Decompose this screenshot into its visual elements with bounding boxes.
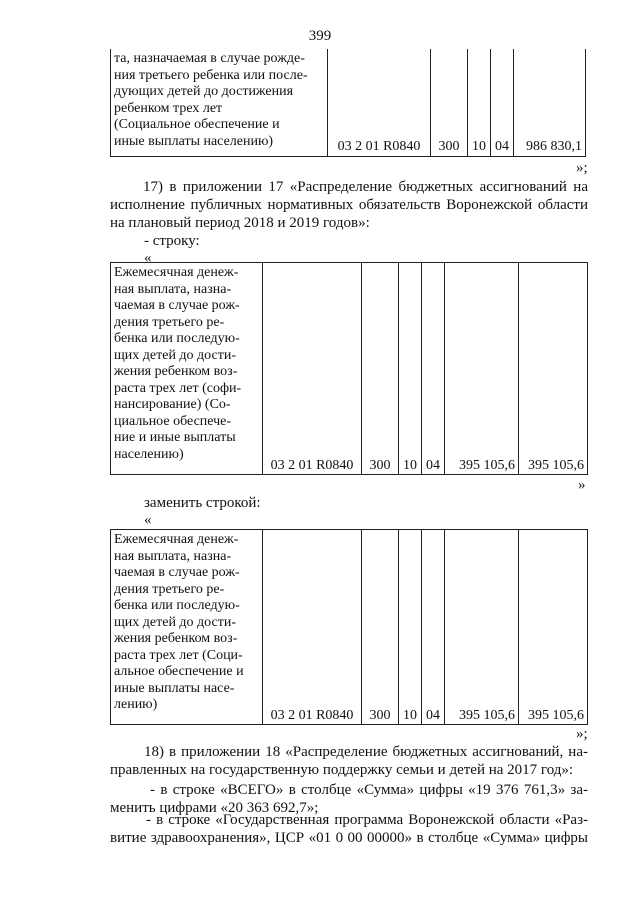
paragraph-17	[110, 178, 588, 232]
table-row	[111, 530, 588, 725]
opening-quote: «	[144, 250, 152, 266]
paragraph-18	[110, 743, 588, 779]
cell-sum-2019: 395 105,6	[519, 263, 588, 475]
cell-code: 03 2 01 R0840	[263, 530, 362, 725]
text-line: 18) в приложении 18 «Распределение бюджетных ассигнований, на-	[144, 744, 588, 760]
desc-line: ребенком трех лет	[114, 100, 223, 116]
desc-line: Ежемесячная денеж-	[114, 265, 239, 280]
desc-line: дения третьего ре-	[114, 581, 225, 597]
text-line: 17) в приложении 17 «Распределение бюджетных ассигнований на	[143, 179, 588, 195]
text-line: - в строке «ВСЕГО» в столбце «Сумма» цифры «19 376 761,3» за-	[150, 782, 588, 798]
cell-sum: 986 830,1	[514, 49, 586, 156]
desc-line: нансирование) (Со-	[114, 397, 231, 412]
desc-line: ние и иные выплаты	[114, 430, 236, 445]
table-continuation	[110, 49, 586, 157]
desc-line: ная выплата, назна-	[114, 281, 232, 297]
text-line: на плановый период 2018 и 2019 годов»:	[110, 215, 370, 231]
desc-line: жения ребенком воз-	[114, 631, 238, 646]
cell-pr: 04	[491, 49, 514, 156]
cell-vr: 300	[431, 49, 468, 156]
desc-line: Ежемесячная денеж-	[114, 532, 239, 547]
desc-line: лению)	[114, 697, 158, 712]
cell-sum-2018: 395 105,6	[445, 530, 519, 725]
desc-line: чаемая в случае рож-	[114, 565, 240, 580]
desc-line: бенка или последую-	[114, 331, 240, 346]
table-replacement-row	[110, 529, 588, 725]
desc-line: иные выплаты населению)	[114, 133, 274, 149]
text-line: менить цифрами «20 363 692,7»;	[110, 800, 319, 816]
cell-rz: 10	[468, 49, 491, 156]
row-description	[111, 263, 263, 475]
desc-line: альное обеспечение и	[114, 664, 244, 679]
paragraph-gosprogramma	[110, 811, 588, 847]
desc-line: раста трех лет (софи-	[114, 380, 242, 396]
text-line: исполнение публичных нормативных обязательств Воронежской области	[110, 197, 588, 213]
desc-line: бенка или последую-	[114, 598, 240, 613]
closing-quote: »	[578, 477, 586, 493]
cell-code: 03 2 01 R0840	[263, 263, 362, 475]
table-row	[111, 263, 588, 475]
desc-line: щих детей до дости-	[114, 347, 237, 363]
desc-line: иные выплаты насе-	[114, 680, 235, 696]
cell-sum-2018: 395 105,6	[445, 263, 519, 475]
closing-quote: »;	[576, 726, 588, 742]
desc-line: дующих детей до достижения	[114, 84, 294, 99]
desc-line: щих детей до дости-	[114, 614, 237, 630]
desc-line: та, назначаемая в случае рожде-	[114, 51, 305, 66]
closing-quote: »;	[576, 160, 588, 176]
text-line: - в строке «Государственная программа Воронежской области «Раз-	[146, 812, 588, 828]
instruction-line: заменить строкой:	[144, 495, 261, 511]
desc-line: дения третьего ре-	[114, 314, 225, 330]
cell-rz: 10	[399, 263, 422, 475]
table-original-row	[110, 262, 588, 475]
desc-line: населению)	[114, 446, 184, 462]
cell-pr: 04	[422, 263, 445, 475]
opening-quote: «	[144, 512, 152, 528]
table-row	[111, 49, 586, 156]
row-description	[111, 530, 263, 725]
desc-line: раста трех лет (Соци-	[114, 647, 243, 663]
desc-line: ная выплата, назна-	[114, 548, 232, 564]
text-line: правленных на государственную поддержку семьи и детей на 2017 год»:	[110, 762, 574, 778]
desc-line: чаемая в случае рож-	[114, 298, 240, 313]
cell-pr: 04	[422, 530, 445, 725]
desc-line: (Социальное обеспечение и	[114, 117, 280, 132]
desc-line: жения ребенком воз-	[114, 364, 238, 379]
desc-line: ния третьего ребенка или после-	[114, 67, 308, 83]
cell-code: 03 2 01 R0840	[328, 49, 431, 156]
text-line: витие здравоохранения», ЦСР «01 0 00 00000» в столбце «Сумма» цифры	[110, 830, 588, 846]
instruction-line: - строку:	[144, 233, 200, 249]
row-description	[111, 49, 328, 156]
desc-line: циальное обеспече-	[114, 413, 232, 429]
cell-rz: 10	[399, 530, 422, 725]
cell-sum-2019: 395 105,6	[519, 530, 588, 725]
page-number: 399	[308, 28, 332, 44]
cell-vr: 300	[362, 530, 399, 725]
cell-vr: 300	[362, 263, 399, 475]
